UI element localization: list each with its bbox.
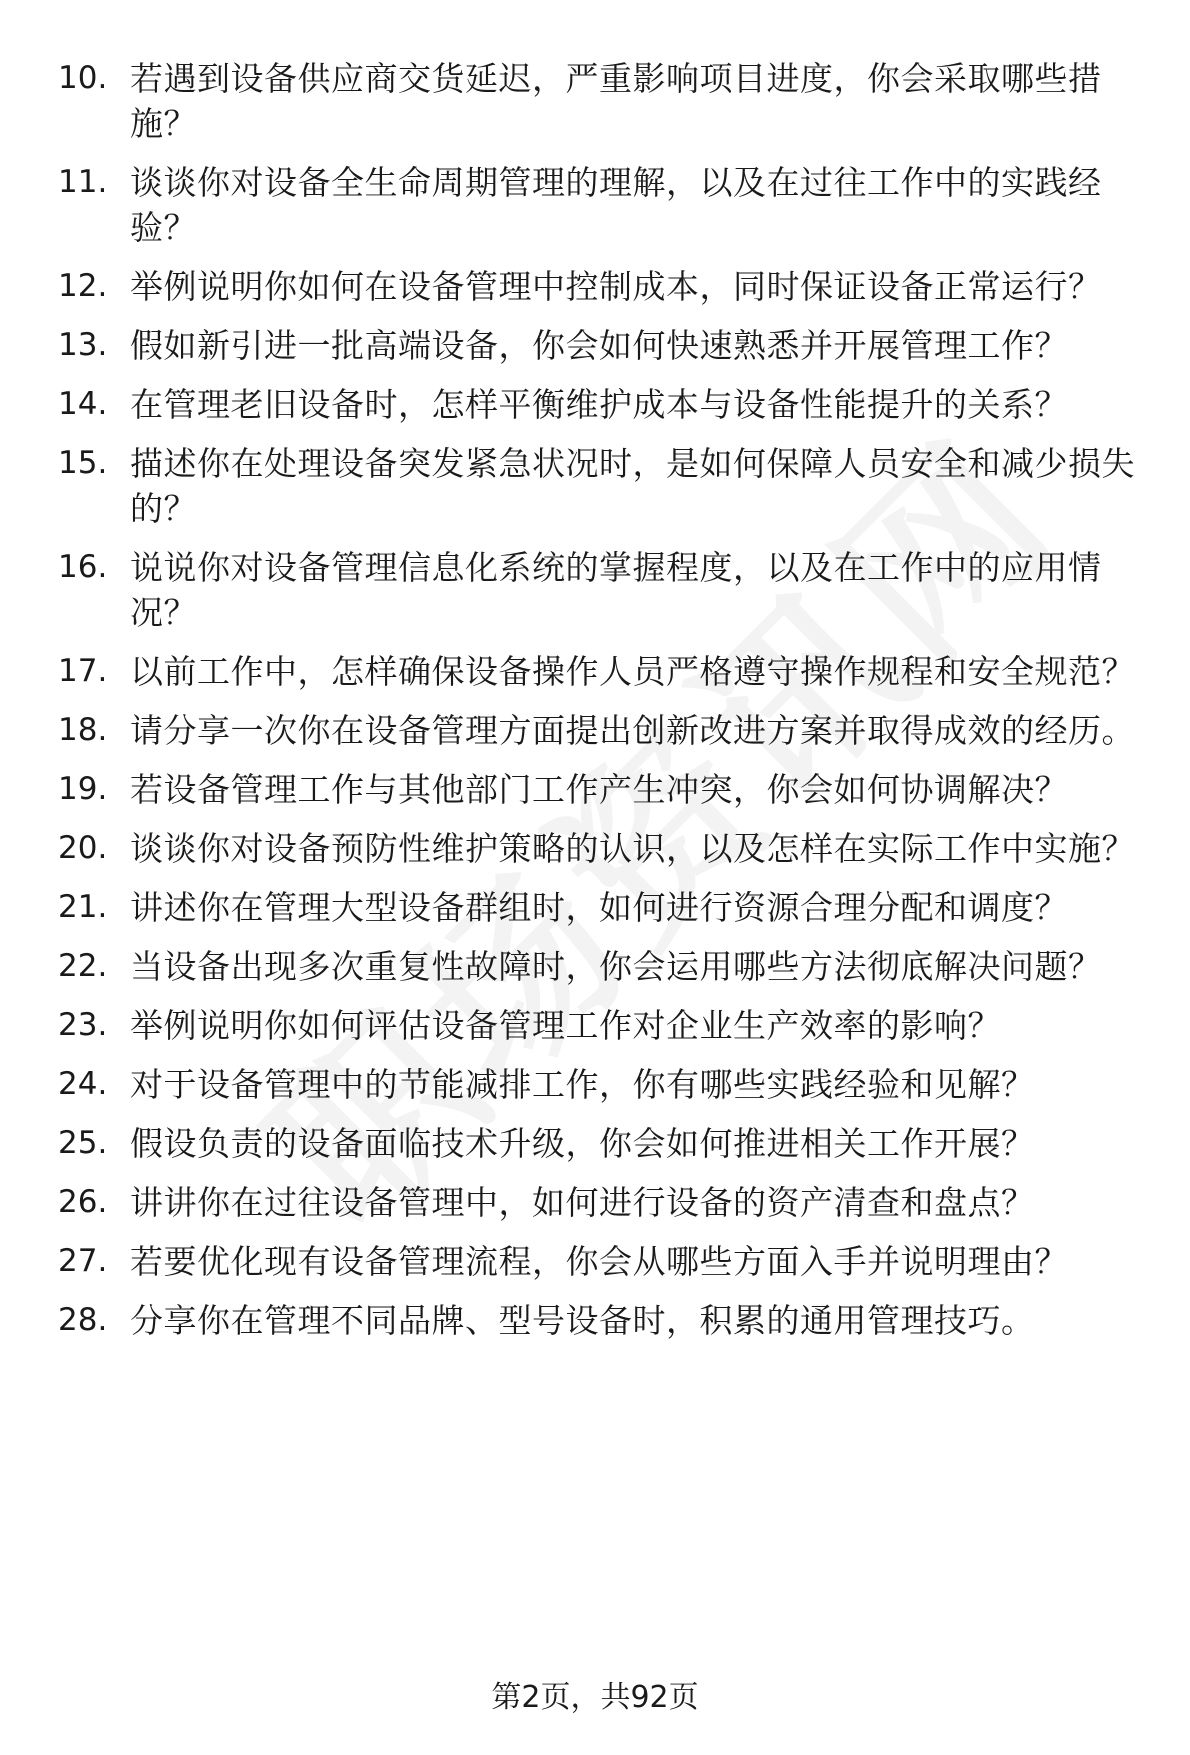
question-number: 16.	[58, 549, 108, 585]
question-text: 对于设备管理中的节能减排工作，你有哪些实践经验和见解？	[130, 1065, 1035, 1104]
question-number: 11.	[58, 164, 108, 200]
question-list	[58, 56, 1148, 1357]
question-number: 27.	[58, 1243, 108, 1279]
question-text: 假设负责的设备面临技术升级，你会如何推进相关工作开展？	[130, 1124, 1035, 1163]
question-text: 若设备管理工作与其他部门工作产生冲突，你会如何协调解决？	[130, 770, 1068, 809]
question-item-28	[58, 1298, 1148, 1343]
question-item-15	[58, 441, 1148, 531]
question-number: 21.	[58, 889, 108, 925]
question-number: 19.	[58, 771, 108, 807]
question-number: 26.	[58, 1184, 108, 1220]
question-text: 请分享一次你在设备管理方面提出创新改进方案并取得成效的经历。	[130, 711, 1135, 750]
question-number: 20.	[58, 830, 108, 866]
question-number: 23.	[58, 1007, 108, 1043]
question-number: 18.	[58, 712, 108, 748]
question-item-23	[58, 1003, 1148, 1048]
question-item-13	[58, 323, 1148, 368]
question-item-10	[58, 56, 1148, 146]
question-number: 17.	[58, 653, 108, 689]
question-number: 14.	[58, 386, 108, 422]
question-number: 13.	[58, 327, 108, 363]
question-text: 若要优化现有设备管理流程，你会从哪些方面入手并说明理由？	[130, 1242, 1068, 1281]
question-item-24	[58, 1062, 1148, 1107]
question-item-27	[58, 1239, 1148, 1284]
question-number: 10.	[58, 60, 108, 96]
question-text: 当设备出现多次重复性故障时，你会运用哪些方法彻底解决问题？	[130, 947, 1102, 986]
question-item-11	[58, 160, 1148, 250]
question-text: 以前工作中，怎样确保设备操作人员严格遵守操作规程和安全规范？	[130, 652, 1135, 691]
question-item-22	[58, 944, 1148, 989]
question-item-17	[58, 649, 1148, 694]
question-text: 分享你在管理不同品牌、型号设备时，积累的通用管理技巧。	[130, 1301, 1035, 1340]
question-number: 22.	[58, 948, 108, 984]
question-item-20	[58, 826, 1148, 871]
question-text: 讲讲你在过往设备管理中，如何进行设备的资产清查和盘点？	[130, 1183, 1035, 1222]
question-number: 12.	[58, 268, 108, 304]
question-text: 讲述你在管理大型设备群组时，如何进行资源合理分配和调度？	[130, 888, 1068, 927]
question-text: 举例说明你如何在设备管理中控制成本，同时保证设备正常运行？	[130, 267, 1102, 306]
question-text: 若遇到设备供应商交货延迟，严重影响项目进度，你会采取哪些措施？	[130, 59, 1102, 143]
question-item-19	[58, 767, 1148, 812]
question-text: 说说你对设备管理信息化系统的掌握程度，以及在工作中的应用情况？	[130, 548, 1102, 632]
question-item-25	[58, 1121, 1148, 1166]
question-text: 描述你在处理设备突发紧急状况时，是如何保障人员安全和减少损失的？	[130, 444, 1135, 528]
question-text: 举例说明你如何评估设备管理工作对企业生产效率的影响？	[130, 1006, 1001, 1045]
question-item-16	[58, 545, 1148, 635]
question-number: 28.	[58, 1302, 108, 1338]
question-item-26	[58, 1180, 1148, 1225]
question-text: 谈谈你对设备预防性维护策略的认识，以及怎样在实际工作中实施？	[130, 829, 1135, 868]
question-text: 在管理老旧设备时，怎样平衡维护成本与设备性能提升的关系？	[130, 385, 1068, 424]
question-item-12	[58, 264, 1148, 309]
question-number: 15.	[58, 445, 108, 481]
question-text: 假如新引进一批高端设备，你会如何快速熟悉并开展管理工作？	[130, 326, 1068, 365]
question-number: 24.	[58, 1066, 108, 1102]
question-number: 25.	[58, 1125, 108, 1161]
question-text: 谈谈你对设备全生命周期管理的理解，以及在过往工作中的实践经验？	[130, 163, 1102, 247]
question-item-14	[58, 382, 1148, 427]
question-item-21	[58, 885, 1148, 930]
page-number-footer: 第2页，共92页	[491, 1680, 699, 1715]
question-item-18	[58, 708, 1148, 753]
